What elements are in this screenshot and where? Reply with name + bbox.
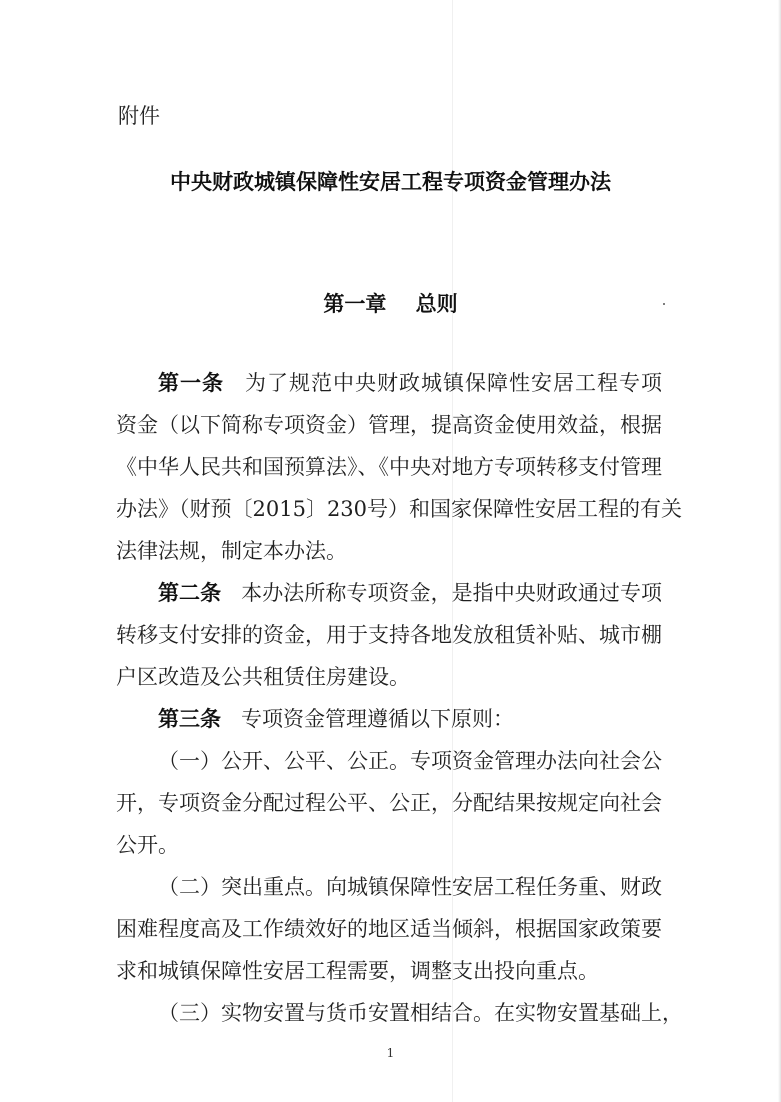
attachment-label: 附件 [118,104,160,128]
article-1-line-1: 第一条 为了规范中央财政城镇保障性安居工程专项 [158,371,662,395]
principle-2-line-1: （二）突出重点。向城镇保障性安居工程任务重、财政 [158,875,662,899]
article-2-line-3: 户区改造及公共租赁住房建设。 [116,665,410,689]
principle-2-line-2: 困难程度高及工作绩效好的地区适当倾斜，根据国家政策要 [116,917,662,941]
principle-3-line-1: （三）实物安置与货币安置相结合。在实物安置基础上， [158,1001,683,1025]
article-1-line-2: 资金（以下简称专项资金）管理，提高资金使用效益，根据 [116,413,662,437]
chapter-heading: 第一章 总则 [323,292,458,316]
article-1-line-5: 法律法规，制定本办法。 [116,539,347,563]
principle-1-line-3: 公开。 [116,833,179,857]
principle-1-line-2: 开，专项资金分配过程公平、公正，分配结果按规定向社会 [116,791,662,815]
article-1-line-4: 办法》（财预〔2015〕230号）和国家保障性安居工程的有关 [116,497,683,521]
article-1-label: 第一条 [158,371,224,395]
principle-2-line-3: 求和城镇保障性安居工程需要，调整支出投向重点。 [116,959,599,983]
article-2-line-1: 第二条 本办法所称专项资金，是指中央财政通过专项 [158,581,663,605]
article-3-line-1: 第三条 专项资金管理遵循以下原则： [158,707,514,731]
article-1-line-3: 《中华人民共和国预算法》、《中央对地方专项转移支付管理 [116,455,662,479]
article-2-label: 第二条 [158,581,222,605]
principle-1-line-1: （一）公开、公平、公正。专项资金管理办法向社会公 [158,749,662,773]
page-number: 1 [386,1046,395,1060]
article-3-label: 第三条 [158,707,221,731]
document-title: 中央财政城镇保障性安居工程专项资金管理办法 [170,170,611,194]
article-2-line-2: 转移支付安排的资金，用于支持各地发放租赁补贴、城市棚 [116,623,662,647]
